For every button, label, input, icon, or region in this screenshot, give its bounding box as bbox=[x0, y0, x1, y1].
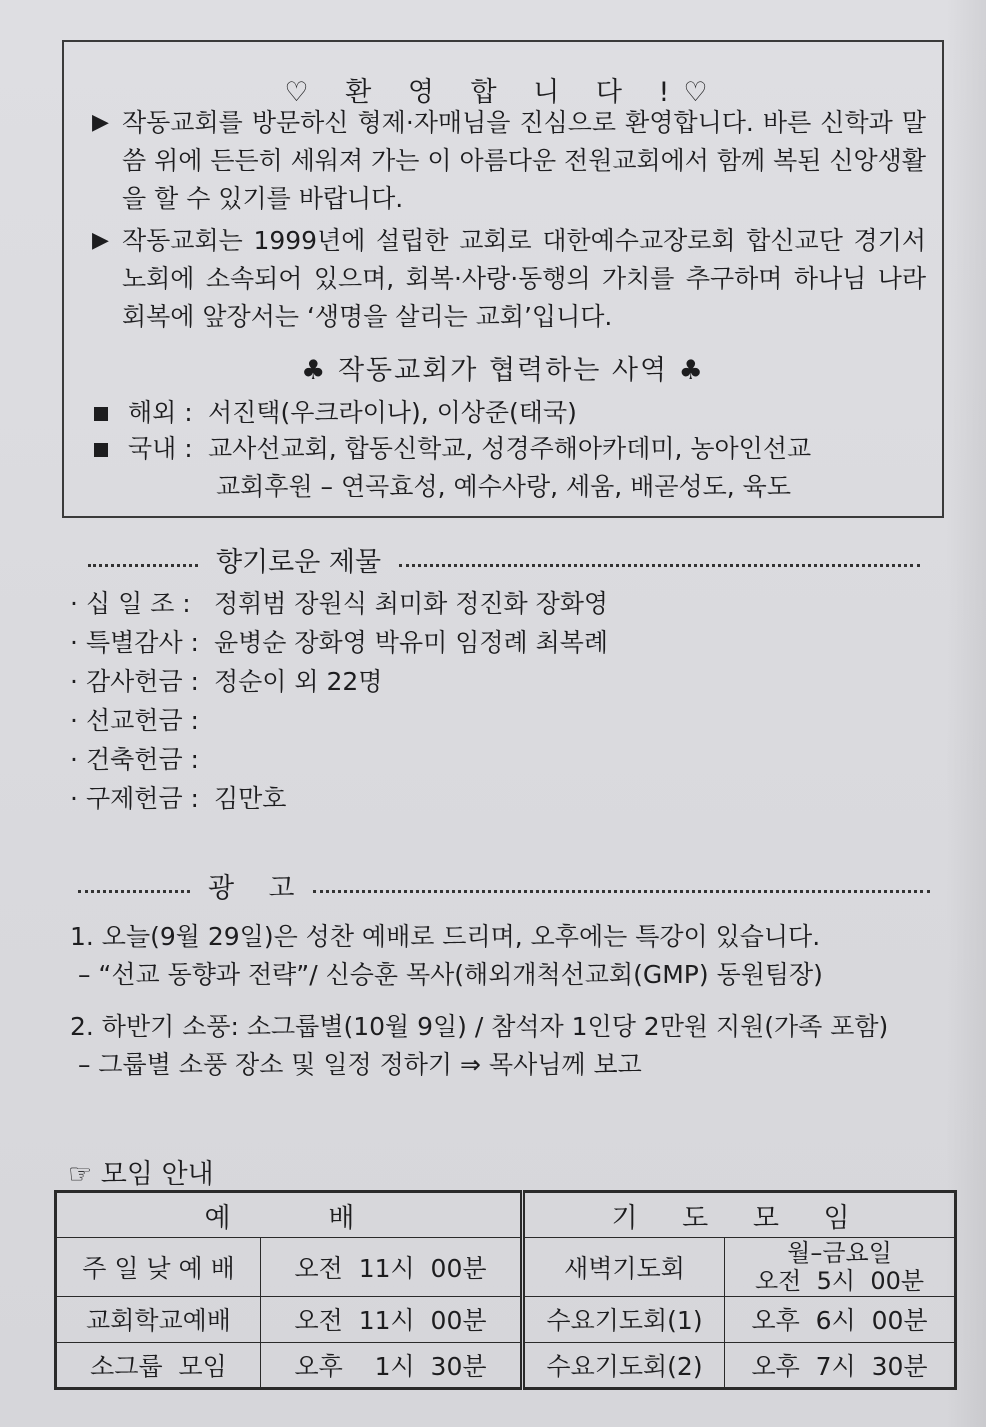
notice-item-2 bbox=[70, 1008, 888, 1084]
mission-overseas-value: 서진택(우크라이나), 이상준(태국) bbox=[208, 398, 577, 427]
worship-name: 소그룹 모임 bbox=[56, 1342, 261, 1388]
notice-item-2-main: 2. 하반기 소풍: 소그룹별(10월 9일) / 참석자 1인당 2만원 지원(가족 포함) bbox=[70, 1012, 889, 1041]
welcome-paragraph-1 bbox=[92, 104, 926, 218]
offering-row: · 구제헌금 : 김만호 bbox=[70, 779, 608, 818]
notice-title: 광 고 bbox=[208, 873, 295, 904]
worship-name: 주 일 낮 예 배 bbox=[56, 1238, 261, 1296]
offering-label: 감사헌금 : bbox=[86, 667, 199, 696]
offering-value: 김만호 bbox=[214, 784, 287, 813]
triangle-bullet-icon: ▶ bbox=[92, 228, 109, 253]
dotted-leader bbox=[78, 890, 190, 893]
prayer-name: 수요기도회(1) bbox=[523, 1296, 725, 1342]
mission-overseas-label: 해외 : bbox=[128, 398, 193, 427]
dotted-leader bbox=[313, 890, 931, 893]
offering-header bbox=[88, 540, 920, 579]
offering-label: 특별감사 : bbox=[86, 628, 199, 657]
mission-overseas bbox=[94, 394, 577, 432]
mission-title: ♣ 작동교회가 협력하는 사역 ♣ bbox=[301, 355, 705, 386]
offering-list bbox=[70, 584, 608, 818]
welcome-box bbox=[62, 40, 944, 518]
offering-title: 향기로운 제물 bbox=[216, 547, 382, 578]
offering-row: · 건축헌금 : bbox=[70, 740, 608, 779]
prayer-time-days: 월–금요일 bbox=[787, 1238, 892, 1267]
worship-name: 교회학교예배 bbox=[56, 1296, 261, 1342]
dotted-leader bbox=[88, 564, 198, 567]
notice-header bbox=[78, 866, 930, 905]
offering-label: 건축헌금 : bbox=[86, 745, 199, 774]
meeting-table bbox=[54, 1190, 957, 1390]
offering-label: 선교헌금 : bbox=[86, 706, 199, 735]
offering-value: 윤병순 장화영 박유미 임정례 최복례 bbox=[214, 628, 609, 657]
worship-header: 예 배 bbox=[56, 1192, 523, 1238]
welcome-paragraph-1-text: 작동교회를 방문하신 형제·자매님을 진심으로 환영합니다. 바른 신학과 말씀 위에 든든히 세워져 가는 이 아름다운 전원교회에서 함께 복된 신앙생활을 할 수 있기를 바랍니다. bbox=[122, 108, 926, 213]
mission-domestic-value-2: 교회후원 – 연곡효성, 예수사랑, 세움, 배곧성도, 육도 bbox=[216, 472, 791, 501]
welcome-paragraph-2-text: 작동교회는 1999년에 설립한 교회로 대한예수교장로회 합신교단 경기서노회에 소속되어 있으며, 회복·사랑·동행의 가치를 추구하며 하나님 나라 회복에 앞장서는 ‘생명을 살리는 교회’입니다. bbox=[122, 226, 926, 331]
welcome-paragraph-2 bbox=[92, 222, 926, 336]
offering-value: 정순이 외 22명 bbox=[214, 667, 383, 696]
offering-row: · 선교헌금 : bbox=[70, 701, 608, 740]
welcome-title: ♡ 환 영 합 니 다 !♡ bbox=[284, 77, 722, 108]
prayer-name: 새벽기도회 bbox=[523, 1238, 725, 1296]
notice-item-1-main: 1. 오늘(9월 29일)은 성찬 예배로 드리며, 오후에는 특강이 있습니다. bbox=[70, 922, 821, 951]
mission-domestic-label: 국내 : bbox=[128, 434, 193, 463]
prayer-time: 오후 6시 00분 bbox=[725, 1296, 956, 1342]
offering-row: · 특별감사 : 윤병순 장화영 박유미 임정례 최복례 bbox=[70, 623, 608, 662]
mission-domestic bbox=[94, 430, 811, 468]
prayer-time bbox=[725, 1238, 956, 1296]
square-bullet-icon bbox=[94, 443, 108, 457]
prayer-time: 오후 7시 30분 bbox=[725, 1342, 956, 1388]
notice-item-1 bbox=[70, 918, 823, 994]
worship-time: 오전 11시 00분 bbox=[261, 1296, 523, 1342]
offering-label: 십 일 조 : bbox=[86, 589, 191, 618]
meeting-title: ☞ 모임 안내 bbox=[68, 1159, 214, 1190]
dotted-leader bbox=[399, 564, 920, 567]
notice-item-1-sub: – “선교 동향과 전략”/ 신승훈 목사(해외개척선교회(GMP) 동원팀장) bbox=[70, 960, 823, 989]
triangle-bullet-icon: ▶ bbox=[92, 110, 109, 135]
prayer-name: 수요기도회(2) bbox=[523, 1342, 725, 1388]
offering-row: · 십 일 조 : 정휘범 장원식 최미화 정진화 장화영 bbox=[70, 584, 608, 623]
worship-time: 오전 11시 00분 bbox=[261, 1238, 523, 1296]
offering-value: 정휘범 장원식 최미화 정진화 장화영 bbox=[214, 589, 609, 618]
offering-label: 구제헌금 : bbox=[86, 784, 199, 813]
notice-item-2-sub: – 그룹별 소풍 장소 및 일정 정하기 ⇒ 목사님께 보고 bbox=[70, 1050, 642, 1079]
prayer-header: 기 도 모 임 bbox=[523, 1192, 956, 1238]
square-bullet-icon bbox=[94, 407, 108, 421]
worship-time: 오후 1시 30분 bbox=[261, 1342, 523, 1388]
offering-row: · 감사헌금 : 정순이 외 22명 bbox=[70, 662, 608, 701]
mission-domestic-value-1: 교사선교회, 합동신학교, 성경주해아카데미, 농아인선교 bbox=[208, 434, 812, 463]
prayer-time-hour: 오전 5시 00분 bbox=[754, 1266, 925, 1295]
